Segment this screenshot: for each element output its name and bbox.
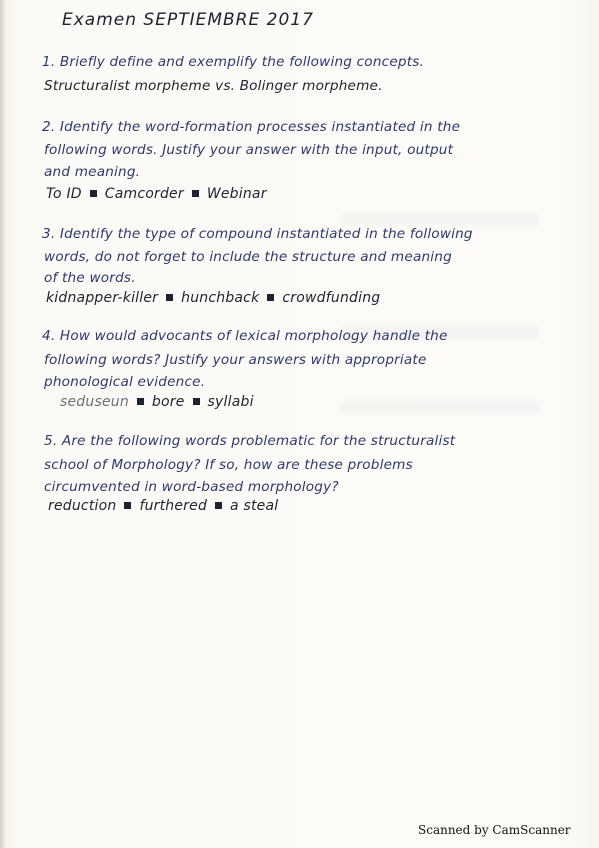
question-1-line-2: Structuralist morpheme vs. Bolinger morpheme. xyxy=(44,78,383,94)
question-3-line-2: words, do not forget to include the structure and meaning xyxy=(44,249,452,265)
square-bullet-icon xyxy=(166,294,173,301)
exam-title: Examen SEPTIEMBRE 2017 xyxy=(62,10,314,30)
word: furthered xyxy=(139,498,208,514)
scanner-watermark: Scanned by CamScanner xyxy=(418,823,571,837)
square-bullet-icon xyxy=(137,398,144,405)
ink-bleed-through xyxy=(340,400,540,414)
question-2-line-3: and meaning. xyxy=(44,164,141,180)
word: syllabi xyxy=(207,394,254,410)
word: Camcorder xyxy=(104,186,184,202)
question-2-line-1: 2. Identify the word-formation processes instantiated in the xyxy=(42,119,461,135)
question-5-line-2: school of Morphology? If so, how are these problems xyxy=(44,457,413,473)
square-bullet-icon xyxy=(90,190,97,197)
question-4-line-1: 4. How would advocants of lexical morphology handle the xyxy=(42,328,448,344)
square-bullet-icon xyxy=(215,502,222,509)
question-5-line-3: circumvented in word-based morphology? xyxy=(44,479,339,495)
question-4-line-3: phonological evidence. xyxy=(44,374,206,390)
word: reduction xyxy=(48,498,117,514)
question-1-line-1: 1. Briefly define and exemplify the following concepts. xyxy=(42,54,425,70)
question-4-line-2: following words? Justify your answers with appropriate xyxy=(44,352,427,368)
word: bore xyxy=(151,394,185,410)
word: hunchback xyxy=(181,290,260,306)
page-edge-shadow xyxy=(0,0,6,848)
word: Webinar xyxy=(206,186,267,202)
word: To ID xyxy=(46,186,82,202)
question-3-words xyxy=(46,288,380,308)
question-3-line-1: 3. Identify the type of compound instantiated in the following xyxy=(42,226,473,242)
question-5-words xyxy=(48,496,278,516)
word: crowdfunding xyxy=(282,290,381,306)
word: a steal xyxy=(230,498,279,514)
square-bullet-icon xyxy=(192,190,199,197)
question-2-line-2: following words. Justify your answer with the input, output xyxy=(44,142,454,158)
question-4-words xyxy=(60,392,254,412)
square-bullet-icon xyxy=(193,398,200,405)
word: kidnapper-killer xyxy=(46,290,159,306)
word: seduseun xyxy=(60,394,129,410)
square-bullet-icon xyxy=(267,294,274,301)
question-2-words xyxy=(46,184,267,204)
question-3-line-3: of the words. xyxy=(44,270,136,286)
question-5-line-1: 5. Are the following words problematic for the structuralist xyxy=(44,433,456,449)
square-bullet-icon xyxy=(124,502,131,509)
